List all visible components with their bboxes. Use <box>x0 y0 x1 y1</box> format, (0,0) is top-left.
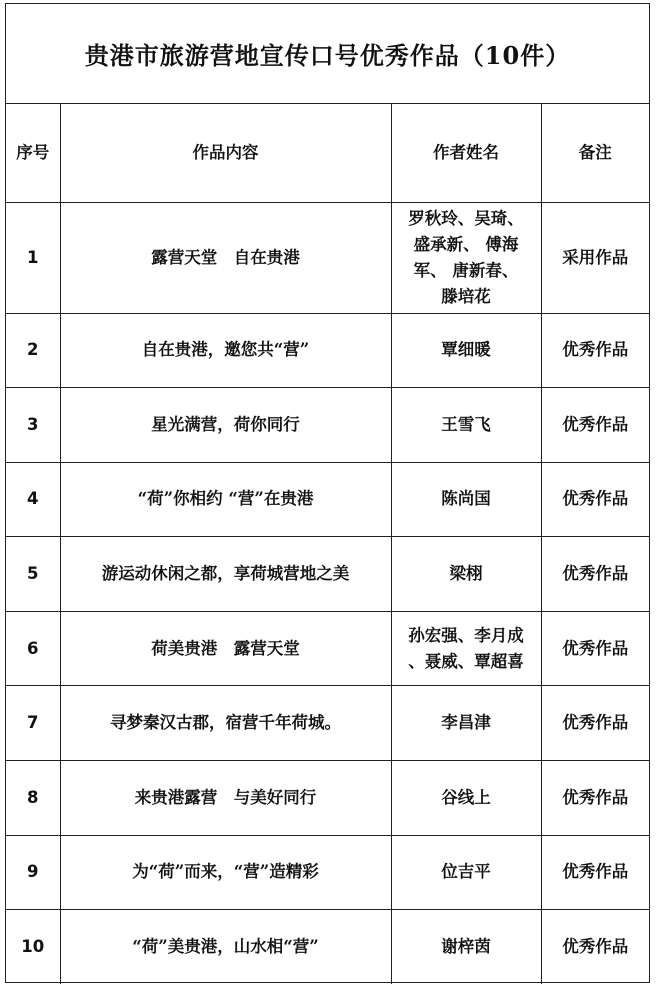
table-row <box>6 910 649 985</box>
author-names <box>391 462 541 537</box>
table-row <box>6 313 649 388</box>
works-table <box>6 104 649 984</box>
row-number: 7 <box>6 686 60 761</box>
table-row <box>6 761 649 836</box>
work-content: 荷美贵港 露营天堂 <box>60 611 391 686</box>
table-row <box>6 611 649 686</box>
work-content: 自在贵港，邀您共“营” <box>60 313 391 388</box>
work-content: “荷”美贵港，山水相“营” <box>60 910 391 985</box>
table-row <box>6 686 649 761</box>
remark-badge: 优秀作品 <box>541 462 649 537</box>
row-number: 3 <box>6 388 60 463</box>
table-row <box>6 462 649 537</box>
header-no: 序号 <box>6 104 60 202</box>
row-number: 10 <box>6 910 60 985</box>
author-line: 、聂威、覃超喜 <box>408 651 524 671</box>
remark-badge: 采用作品 <box>541 202 649 313</box>
row-number: 2 <box>6 313 60 388</box>
remark-badge: 优秀作品 <box>541 611 649 686</box>
author-line: 谢梓茵 <box>441 937 491 957</box>
author-line: 王雪飞 <box>441 414 491 434</box>
header-content: 作品内容 <box>60 104 391 202</box>
author-line: 位吉平 <box>441 862 491 882</box>
work-content: 星光满营，荷你同行 <box>60 388 391 463</box>
remark-badge: 优秀作品 <box>541 686 649 761</box>
row-number: 8 <box>6 761 60 836</box>
author-line: 盛承新、 傅海 <box>413 234 519 254</box>
author-line: 陈尚国 <box>441 489 491 509</box>
author-names <box>391 388 541 463</box>
remark-badge: 优秀作品 <box>541 313 649 388</box>
author-names <box>391 910 541 985</box>
author-line: 罗秋玲、吴琦、 <box>408 208 524 228</box>
author-names <box>391 313 541 388</box>
work-content: 寻梦秦汉古郡，宿营千年荷城。 <box>60 686 391 761</box>
row-number: 9 <box>6 835 60 910</box>
table-header-row <box>6 104 649 202</box>
remark-badge: 优秀作品 <box>541 537 649 612</box>
work-content: 游运动休闲之都，享荷城营地之美 <box>60 537 391 612</box>
remark-badge: 优秀作品 <box>562 937 629 957</box>
author-names <box>391 835 541 910</box>
author-line: 孙宏强、李月成 <box>408 625 524 645</box>
author-line: 滕培花 <box>441 286 491 306</box>
author-names <box>391 686 541 761</box>
author-names <box>391 202 541 313</box>
work-content: 露营天堂 自在贵港 <box>60 202 391 313</box>
table-row <box>6 537 649 612</box>
remark-badge: 优秀作品 <box>541 388 649 463</box>
author-line: 军、 唐新春、 <box>413 260 519 280</box>
table-row <box>6 202 649 313</box>
row-number: 4 <box>6 462 60 537</box>
table-body <box>6 202 649 984</box>
author-line: 李昌津 <box>441 713 491 733</box>
row-number: 1 <box>6 202 60 313</box>
work-content: 为“荷”而来，“营”造精彩 <box>60 835 391 910</box>
header-remark: 备注 <box>541 104 649 202</box>
row-number: 6 <box>6 611 60 686</box>
author-line: 梁栩 <box>449 564 483 584</box>
author-names <box>391 537 541 612</box>
table-row <box>6 388 649 463</box>
page-title: 贵港市旅游营地宣传口号优秀作品（10件） <box>6 4 649 104</box>
row-number: 5 <box>6 537 60 612</box>
author-line: 覃细暖 <box>441 340 491 360</box>
work-content: “荷”你相约 “营”在贵港 <box>60 462 391 537</box>
remark-badge: 优秀作品 <box>541 835 649 910</box>
work-content: 来贵港露营 与美好同行 <box>60 761 391 836</box>
author-names <box>391 611 541 686</box>
header-author: 作者姓名 <box>391 104 541 202</box>
table-row <box>6 835 649 910</box>
award-list-sheet <box>5 3 650 983</box>
author-names <box>391 761 541 836</box>
author-line: 谷线上 <box>441 787 491 807</box>
remark-badge: 优秀作品 <box>541 761 649 836</box>
